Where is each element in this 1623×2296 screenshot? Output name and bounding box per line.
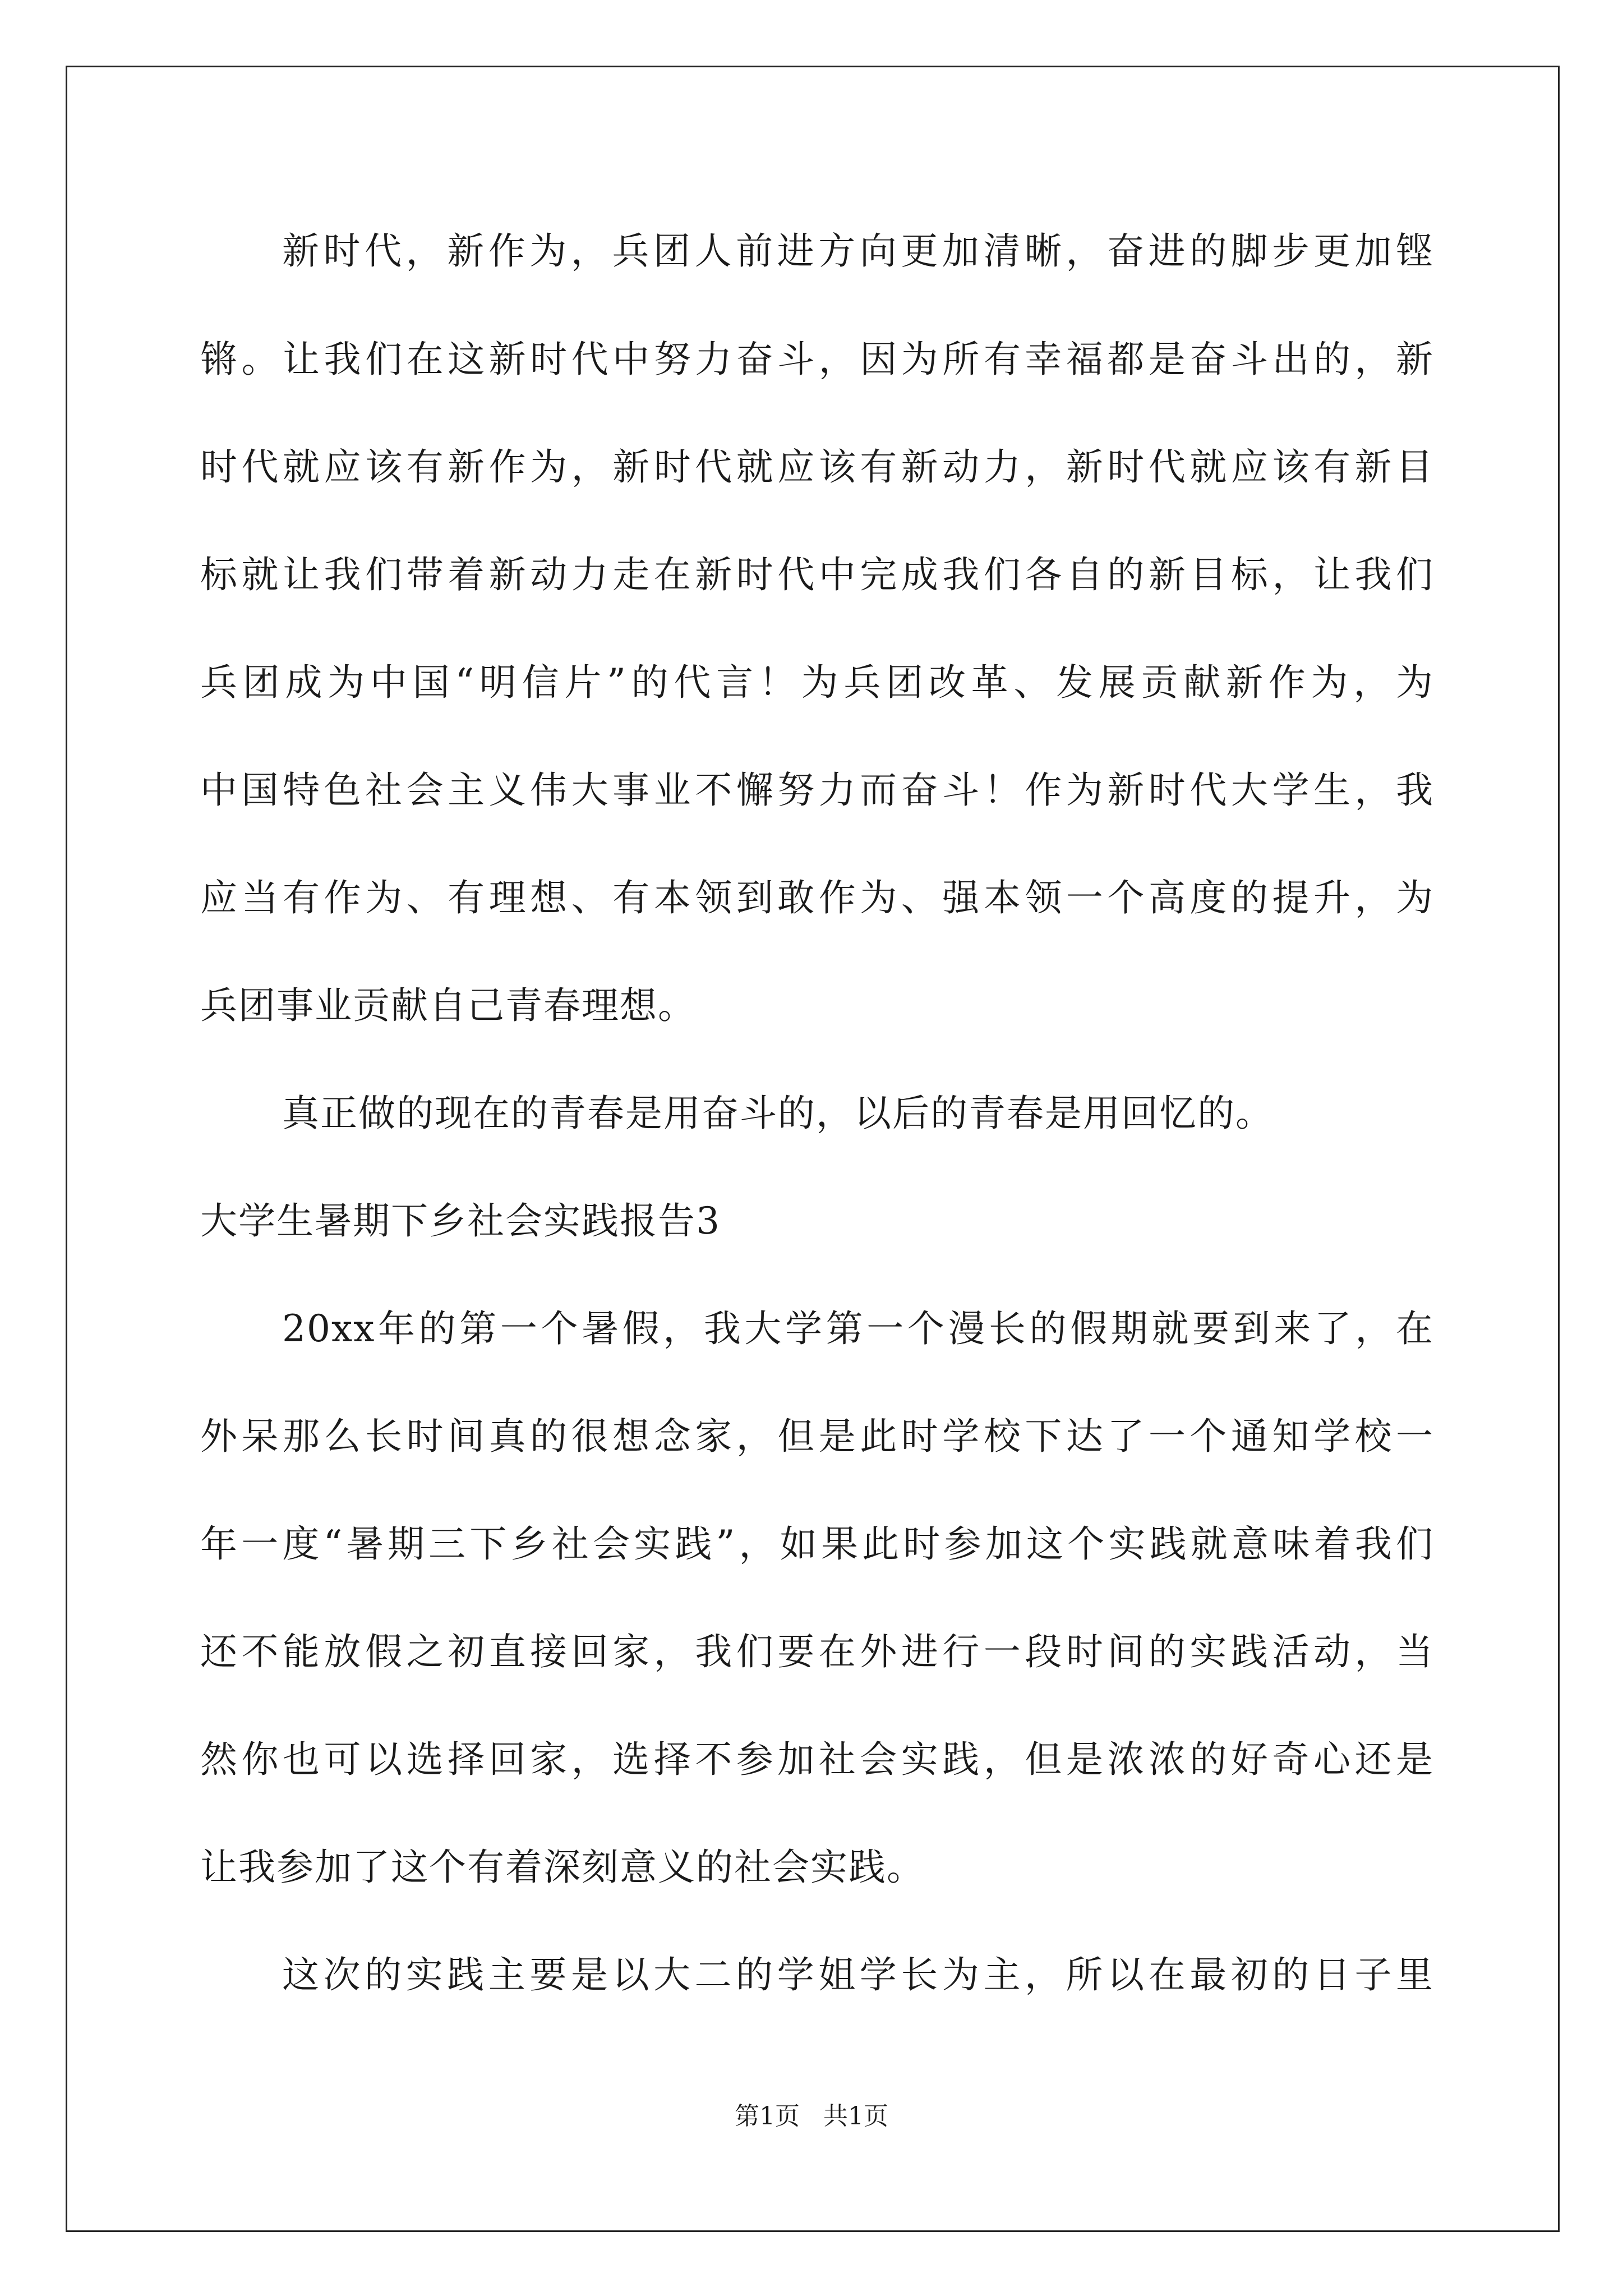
paragraph-line: 外呆那么长时间真的很想念家，但是此时学校下达了一个通知学校一 [200,1415,1434,1458]
paragraph-line: 标就让我们带着新动力走在新时代中完成我们各自的新目标，让我们 [200,553,1434,596]
page-border [66,66,1560,2232]
paragraph-line: 中国特色社会主义伟大事业不懈努力而奋斗！作为新时代大学生，我 [200,769,1434,812]
paragraph-line: 应当有作为、有理想、有本领到敢作为、强本领一个高度的提升，为 [200,876,1434,919]
paragraph-line: 真正做的现在的青春是用奋斗的，以后的青春是用回忆的。 [282,1092,1274,1135]
paragraph-line: 这次的实践主要是以大二的学姐学长为主，所以在最初的日子里 [282,1953,1434,1996]
paragraph-line: 年一度“暑期三下乡社会实践”，如果此时参加这个实践就意味着我们 [200,1522,1434,1566]
paragraph-line: 让我参加了这个有着深刻意义的社会实践。 [200,1846,925,1889]
paragraph-line: 时代就应该有新作为，新时代就应该有新动力，新时代就应该有新目 [200,445,1434,489]
paragraph-line: 然你也可以选择回家，选择不参加社会实践，但是浓浓的好奇心还是 [200,1738,1434,1781]
paragraph-line: 锵。让我们在这新时代中努力奋斗，因为所有幸福都是奋斗出的，新 [200,338,1434,381]
page-number-footer: 第1页 共1页 [735,2102,888,2131]
paragraph-line: 20xx年的第一个暑假，我大学第一个漫长的假期就要到来了，在 [282,1307,1434,1350]
paragraph-line: 还不能放假之初直接回家，我们要在外进行一段时间的实践活动，当 [200,1630,1434,1673]
paragraph-line: 兵团事业贡献自己青春理想。 [200,984,696,1027]
section-heading: 大学生暑期下乡社会实践报告3 [200,1199,721,1243]
paragraph-line: 新时代，新作为，兵团人前进方向更加清晰，奋进的脚步更加铿 [282,229,1434,273]
paragraph-line: 兵团成为中国“明信片”的代言！为兵团改革、发展贡献新作为，为 [200,661,1434,704]
